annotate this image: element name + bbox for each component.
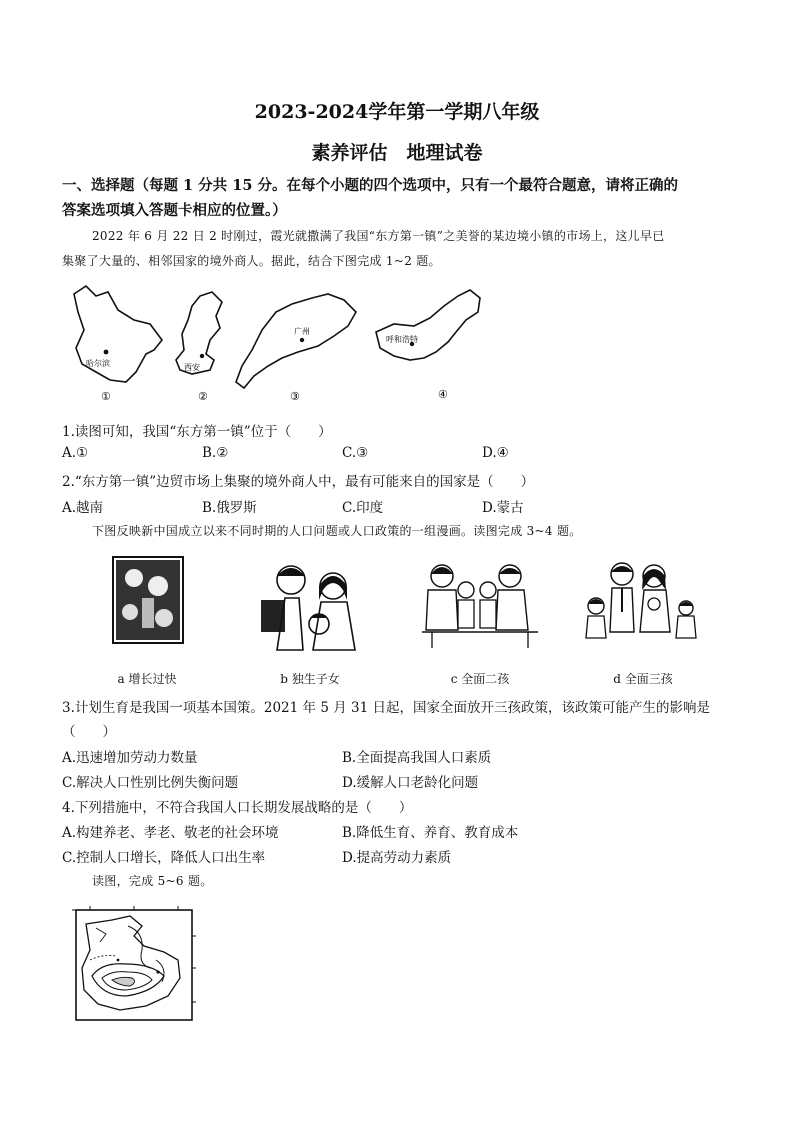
- map-4-city: 呼和浩特: [386, 335, 418, 344]
- passage-3: 读图，完成 5~6 题。: [92, 874, 213, 888]
- map-2-number: ②: [198, 390, 208, 403]
- map-3-number: ③: [290, 390, 300, 403]
- question-2-option-a[interactable]: A.越南: [62, 500, 104, 516]
- question-4-option-d[interactable]: D.提高劳动力素质: [342, 850, 452, 866]
- passage-2: 下图反映新中国成立以来不同时期的人口问题或人口政策的一组漫画。读图完成 3~4 题。: [92, 524, 582, 538]
- question-2-option-c[interactable]: C.印度: [342, 500, 384, 516]
- question-1-stem: 1.读图可知，我国“东方第一镇”位于（ ）: [62, 424, 332, 440]
- map-4-number: ④: [438, 388, 448, 401]
- passage-1-line1: 2022 年 6 月 22 日 2 时刚过，霞光就撒满了我国“东方第一镇”之美誉的某边境小镇的市场上，这儿早已: [92, 229, 665, 243]
- question-3-option-c[interactable]: C.解决人口性别比例失衡问题: [62, 775, 239, 791]
- cartoon-d-image: [582, 560, 702, 648]
- question-4-option-a[interactable]: A.构建养老、孝老、敬老的社会环境: [62, 825, 279, 841]
- cartoon-c-image: [418, 560, 543, 650]
- question-1-option-a[interactable]: A.①: [62, 445, 89, 461]
- map-1-number: ①: [101, 390, 111, 403]
- cartoon-d-caption: d 全面三孩: [613, 672, 673, 686]
- question-1-option-d[interactable]: D.④: [482, 445, 509, 461]
- question-2-option-d[interactable]: D.蒙古: [482, 500, 524, 516]
- question-2-stem: 2.“东方第一镇”边贸市场上集聚的境外商人中，最有可能来自的国家是（ ）: [62, 474, 535, 490]
- section-heading: 一、选择题（每题 1 分共 15 分。在每个小题的四个选项中，只有一个最符合题意，请将正确的: [62, 177, 678, 194]
- question-3-stem: 3.计划生育是我国一项基本国策。2021 年 5 月 31 日起，国家全面放开三孩政策，该政策可能产生的影响是: [62, 700, 710, 716]
- question-4-option-b[interactable]: B.降低生育、养育、教育成本: [342, 825, 519, 841]
- exam-title: 2023-2024学年第一学期八年级: [254, 101, 540, 123]
- map-1-city: 哈尔滨: [86, 359, 110, 368]
- section-heading-cont: 答案选项填入答题卡相应的位置。）: [62, 202, 287, 219]
- topographic-map: [72, 906, 196, 1024]
- question-3-option-b[interactable]: B.全面提高我国人口素质: [342, 750, 492, 766]
- map-3-city: 广州: [294, 327, 310, 336]
- map-heilongjiang: [66, 282, 166, 407]
- cartoon-a-image: [112, 556, 184, 644]
- cartoon-b-caption: b 独生子女: [280, 672, 340, 686]
- question-3-stem-cont: （ ）: [62, 724, 116, 740]
- question-4-option-c[interactable]: C.控制人口增长，降低人口出生率: [62, 850, 266, 866]
- map-shaanxi: [170, 290, 230, 405]
- map-inner-mongolia: [374, 286, 489, 406]
- cartoon-c-caption: c 全面二孩: [450, 672, 510, 686]
- exam-subtitle: 素养评估 地理试卷: [311, 142, 483, 164]
- cartoon-b-image: [255, 560, 365, 652]
- question-2-option-b[interactable]: B.俄罗斯: [202, 500, 257, 516]
- question-3-option-a[interactable]: A.迅速增加劳动力数量: [62, 750, 198, 766]
- cartoon-a-caption: a 增长过快: [117, 672, 177, 686]
- map-2-city: 西安: [184, 363, 200, 372]
- question-1-option-b[interactable]: B.②: [202, 445, 229, 461]
- passage-1-line2: 集聚了大量的、相邻国家的境外商人。据此，结合下图完成 1~2 题。: [62, 254, 441, 268]
- question-4-stem: 4.下列措施中，不符合我国人口长期发展战略的是（ ）: [62, 800, 413, 816]
- map-guangdong: [232, 290, 362, 405]
- question-1-option-c[interactable]: C.③: [342, 445, 369, 461]
- question-3-option-d[interactable]: D.缓解人口老龄化问题: [342, 775, 479, 791]
